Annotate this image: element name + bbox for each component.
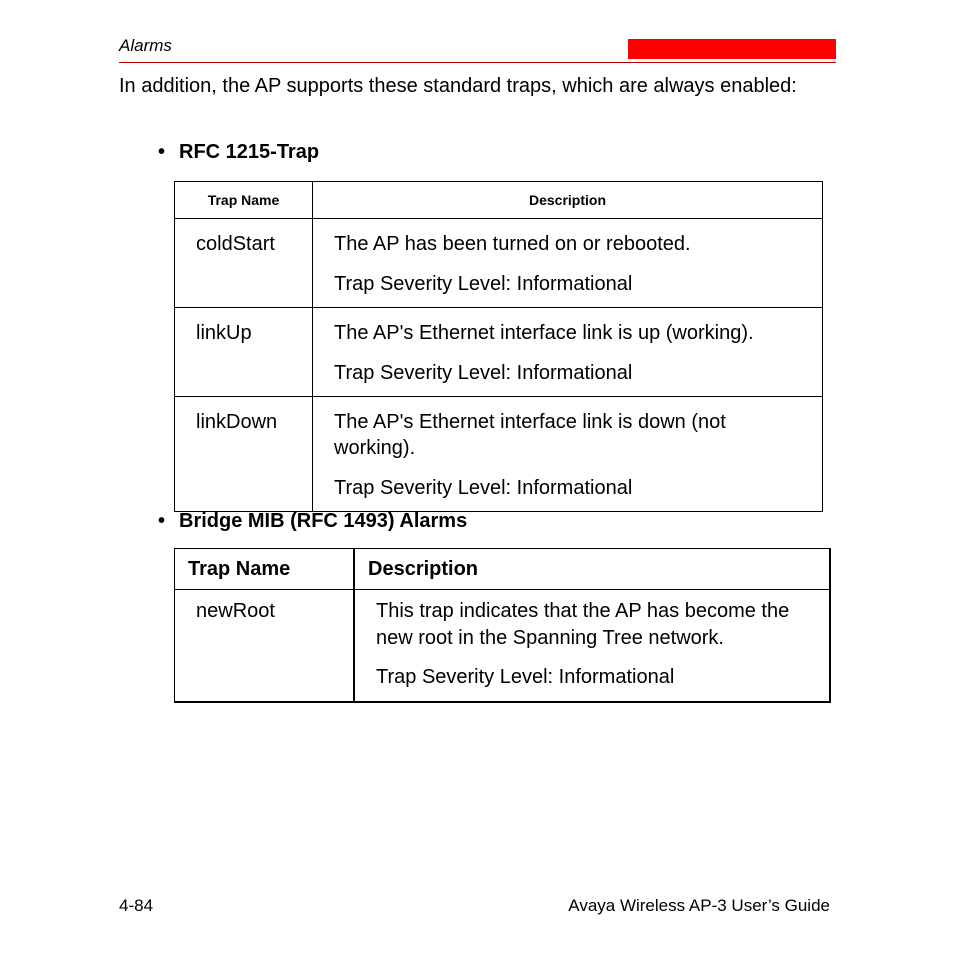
table-header-row	[175, 182, 823, 219]
rfc1215-trap-table	[174, 181, 823, 512]
table-row	[175, 308, 823, 397]
severity-text: Trap Severity Level: Informational	[334, 362, 633, 384]
table-row	[175, 219, 823, 308]
table-header-row	[175, 549, 831, 590]
bridge-mib-alarm-table	[174, 548, 831, 703]
trap-name-cell: newRoot	[175, 590, 355, 703]
bullet-rfc1215	[158, 141, 319, 164]
description-cell	[313, 397, 823, 512]
description-text: The AP's Ethernet interface link is down (not working).	[334, 411, 726, 459]
column-header-trap-name: Trap Name	[175, 549, 355, 590]
bullet-dot: •	[158, 510, 166, 532]
description-cell	[313, 219, 823, 308]
trap-name-cell: coldStart	[175, 219, 313, 308]
column-header-description: Description	[313, 182, 823, 219]
description-cell	[313, 308, 823, 397]
guide-title: Avaya Wireless AP-3 User’s Guide	[568, 896, 830, 915]
severity-text: Trap Severity Level: Informational	[376, 666, 675, 688]
column-header-description: Description	[354, 549, 830, 590]
running-header-section: Alarms	[119, 36, 172, 55]
header-accent-bar	[628, 39, 836, 59]
header-rule	[119, 62, 836, 63]
bullet-label: RFC 1215-Trap	[179, 141, 320, 163]
description-cell	[354, 590, 830, 703]
bullet-label: Bridge MIB (RFC 1493) Alarms	[179, 510, 468, 532]
severity-text: Trap Severity Level: Informational	[334, 477, 633, 499]
table-row	[175, 590, 831, 703]
description-text: The AP has been turned on or rebooted.	[334, 233, 691, 255]
page-number: 4-84	[119, 896, 154, 915]
bullet-dot: •	[158, 141, 166, 163]
trap-name-cell: linkDown	[175, 397, 313, 512]
description-text: This trap indicates that the AP has become the new root in the Spanning Tree network.	[376, 600, 790, 649]
description-text: The AP's Ethernet interface link is up (working).	[334, 322, 754, 344]
intro-paragraph: In addition, the AP supports these standard traps, which are always enabled:	[119, 75, 797, 97]
severity-text: Trap Severity Level: Informational	[334, 273, 633, 295]
column-header-trap-name: Trap Name	[175, 182, 313, 219]
bullet-bridge-mib	[158, 510, 467, 533]
trap-name-cell: linkUp	[175, 308, 313, 397]
table-row	[175, 397, 823, 512]
